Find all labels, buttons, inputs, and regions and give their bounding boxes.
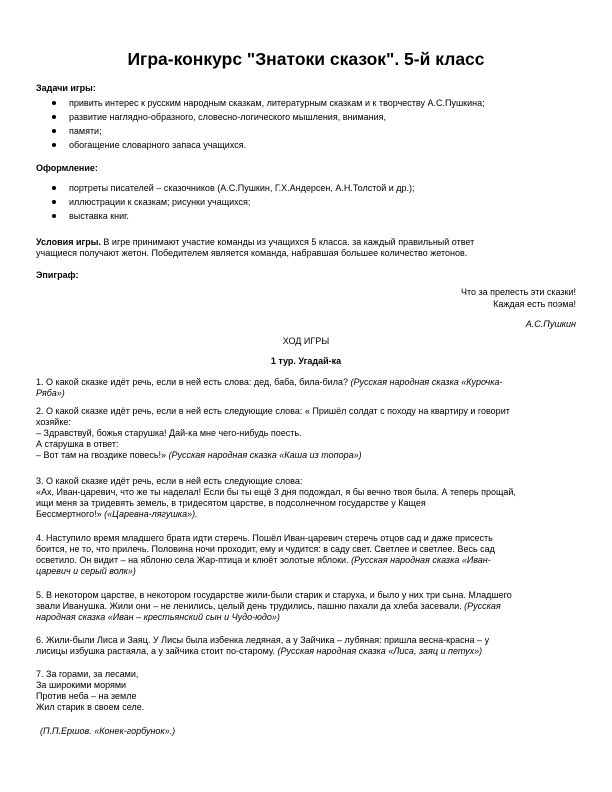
question-text: – Вот там на гвоздике повесь!» [36,450,169,460]
question-answer: (Русская народная сказка «Лиса, заяц и петух») [277,646,483,656]
question-text: осветило. Он видит – на яблоню села Жар-птица и клюёт золотые яблоки. [36,555,352,565]
question-answer: (Русская народная сказка «Курочка- [350,377,503,387]
question-answer: народная сказка «Иван – крестьянский сын и Чудо-юдо») [36,612,280,622]
epigraph-heading: Эпиграф: [36,270,79,280]
question-text: 6. Жили-были Лиса и Заяц. У Лисы была избенка ледяная, а у Зайчика – лубяная: пришла весна-красна – у [36,635,490,645]
question-4 [36,533,580,577]
course-heading: ХОД ИГРЫ [282,336,330,346]
conditions-text: В игре принимают участие команды из учащихся 5 класса. за каждый правильный ответ [100,237,475,247]
question-text: 3. О какой сказке идёт речь, если в ней есть следующие слова: [36,476,303,486]
question-text: боится, не то, что прилечь. Половина ночи проходит, ему и чудится: в саду свет. Светлее и светлее. Весь сад [36,544,495,554]
question-answer: (Русская [464,601,501,611]
design-heading: Оформление: [36,163,98,173]
question-1 [36,377,580,399]
epigraph-line: Что за прелесть эти сказки! [461,287,576,297]
question-text: 4. Наступило время младшего брата идти стеречь. Пошёл Иван-царевич стеречь отцов сад и даже присесть [36,533,493,543]
conditions-paragraph [36,237,580,259]
question-text: – Здравствуй, божья старушка! Дай-ка мне чего-нибудь поесть. [36,428,302,438]
question-text: лисицы избушка растаяла, а у зайчика стоит по-старому. [36,646,278,656]
question-answer: («Царевна-лягушка»). [104,509,198,519]
question-text: звали Иванушка. Жили они – не ленились, целый день трудились, пашню пахали да хлеба засевали. [36,601,465,611]
tasks-heading: Задачи игры: [36,83,96,93]
question-5 [36,590,580,623]
question-6 [36,635,580,657]
poem-line: За широкими морями [36,680,127,690]
poem-line: Жил старик в своем селе. [36,702,145,712]
list-item: памяти; [52,124,485,138]
design-list [52,181,415,223]
question-text: ищи меня за тридевять земель, в тридесятом царстве, в подсолнечном государстве у Кащея [36,498,426,508]
list-item: привить интерес к русским народным сказкам, литературным сказкам и к творчеству А.С.Пушкина; [52,96,485,110]
poem-line: Против неба – на земле [36,691,137,701]
question-answer: (Русская народная сказка «Иван- [351,555,491,565]
page-title: Игра-конкурс "Знатоки сказок". 5-й класс [127,49,485,69]
question-2 [36,406,580,461]
list-item: иллюстрации к сказкам; рисунки учащихся; [52,195,415,209]
question-answer: Ряба») [36,388,65,398]
epigraph-line: Каждая есть поэма! [493,299,576,309]
question-text: 1. О какой сказке идёт речь, если в ней есть слова: дед, баба, била-била? [36,377,351,387]
list-item: обогащение словарного запаса учащихся. [52,138,485,152]
list-item: портреты писателей – сказочников (А.С.Пушкин, Г.Х.Андерсен, А.Н.Толстой и др.); [52,181,415,195]
list-item: выставка книг. [52,209,415,223]
question-answer: (Русская народная сказка «Каша из топора») [168,450,362,460]
question-answer: царевич и серый волк») [36,566,136,576]
tasks-list [52,96,485,152]
question-text: 5. В некотором царстве, в некотором государстве жили-были старик и старуха, и было у них три сына. Младшего [36,590,512,600]
conditions-label: Условия игры. [36,237,101,247]
epigraph-author: А.С.Пушкин [525,319,576,329]
question-text: А старушка в ответ: [36,439,119,449]
question-3 [36,476,580,520]
question-7 [36,669,580,713]
round-heading: 1 тур. Угадай-ка [270,356,342,366]
poem-line: 7. За горами, за лесами, [36,669,139,679]
question-text: «Ах, Иван-царевич, что же ты наделал! Если бы ты ещё 3 дня подождал, я бы вечно твоя была. А теперь прощай, [36,487,516,497]
question-text: 2. О какой сказке идёт речь, если в ней есть следующие слова: « Пришёл солдат с походу на квартиру и говорит [36,406,510,416]
question-text: хозяйке: [36,417,71,427]
question-text: Бессмертного!» [36,509,105,519]
question-answer: (П.П.Ершов. «Конек-горбунок».) [40,726,176,736]
conditions-text: учащиеся получают жетон. Победителем является команда, набравшая большее количество жетонов. [36,248,468,258]
list-item: развитие наглядно-образного, словесно-логического мышления, внимания, [52,110,485,124]
